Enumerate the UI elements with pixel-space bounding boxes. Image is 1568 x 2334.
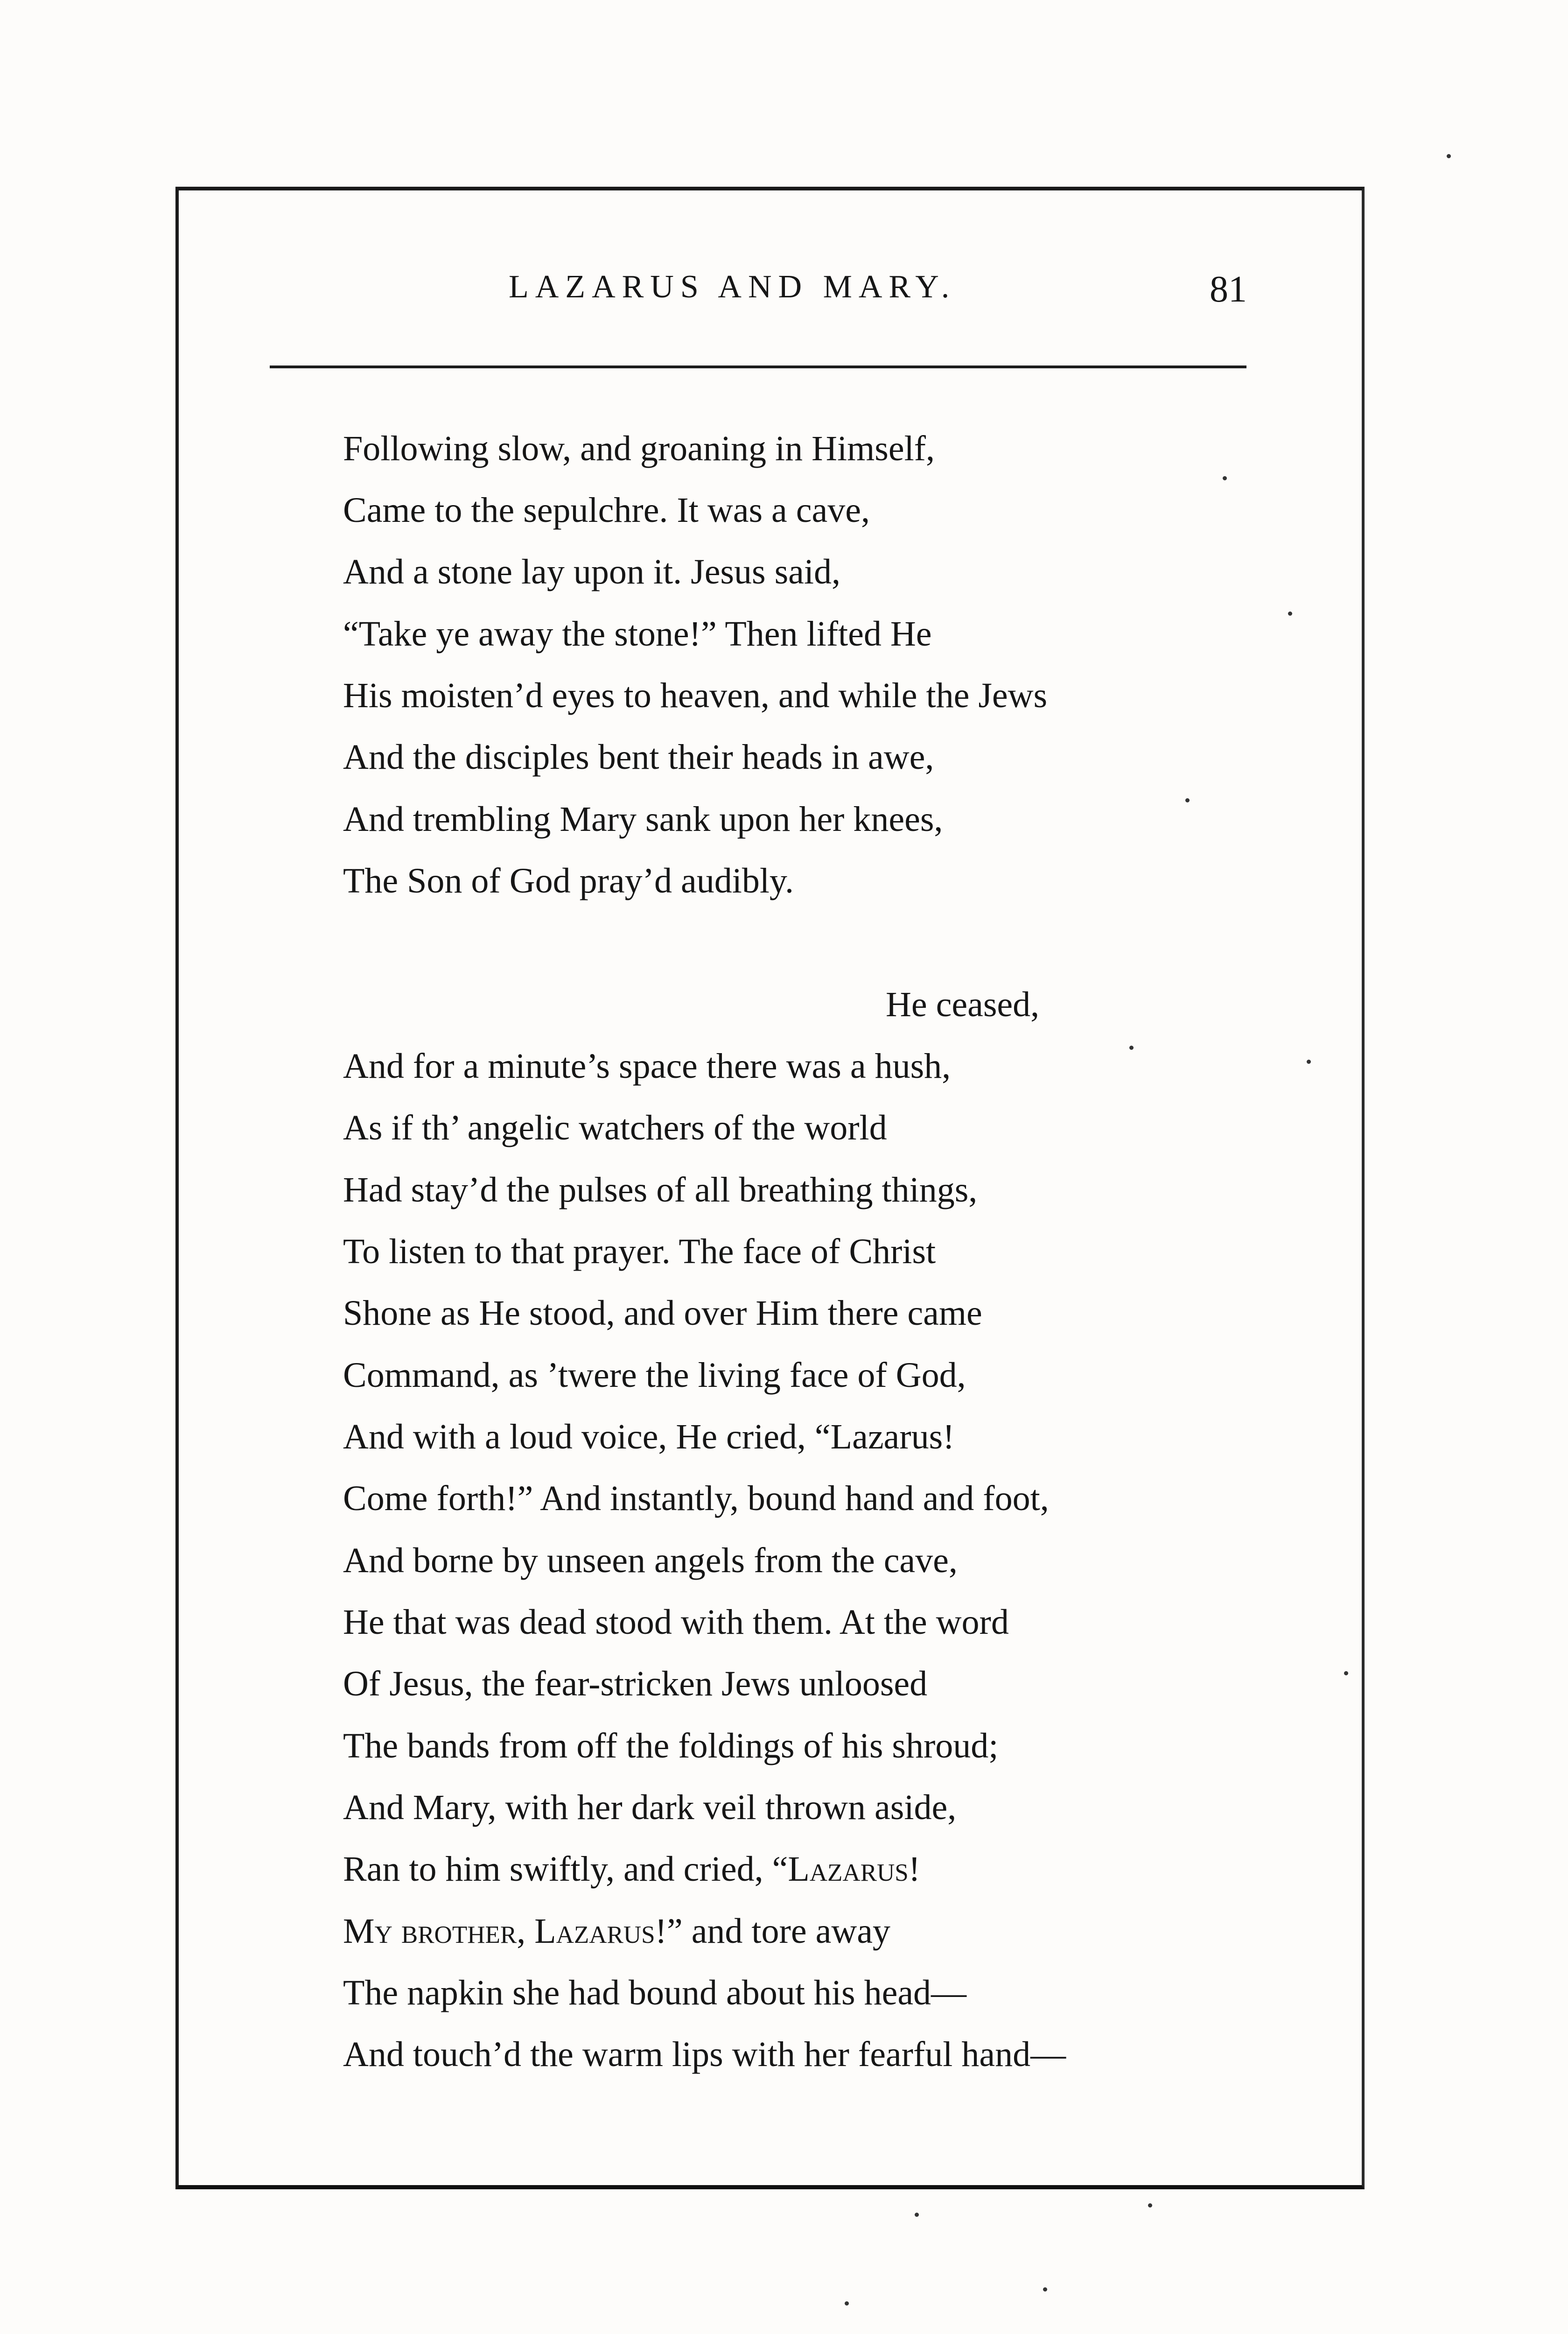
poem-line: And the disciples bent their heads in awe,: [343, 738, 934, 777]
my-brother-smallcaps: My brother, Lazarus: [343, 1912, 655, 1951]
speck: [1148, 2203, 1152, 2207]
poem-line: The napkin she had bound about his head—: [343, 1973, 967, 2012]
speck: [1043, 2287, 1047, 2292]
poem-line: Came to the sepulchre. It was a cave,: [343, 491, 870, 530]
poem-line: He that was dead stood with them. At the word: [343, 1603, 1009, 1642]
poem-line: And for a minute’s space there was a hush,: [343, 1047, 951, 1086]
speck: [1447, 154, 1451, 158]
poem-line: Command, as ’twere the living face of God,: [343, 1356, 966, 1395]
poem-line-text: !: [908, 1849, 921, 1889]
speck: [1185, 798, 1190, 802]
poem-line: [343, 1913, 890, 1949]
poem-line: And touch’d the warm lips with her fearful hand—: [343, 2035, 1066, 2074]
poem-line: And Mary, with her dark veil thrown aside,: [343, 1788, 957, 1827]
speck: [1288, 612, 1292, 616]
poem-line: And trembling Mary sank upon her knees,: [343, 800, 943, 839]
poem-line: “Take ye away the stone!” Then lifted He: [343, 614, 932, 654]
header-rule: [270, 366, 1246, 368]
poem-line: And a stone lay upon it. Jesus said,: [343, 552, 841, 591]
speck: [915, 2213, 919, 2217]
speck: [845, 2301, 849, 2306]
poem-line: Come forth!” And instantly, bound hand and foot,: [343, 1479, 1049, 1518]
poem-line: The Son of God pray’d audibly.: [343, 861, 794, 900]
poem-line: His moisten’d eyes to heaven, and while the Jews: [343, 676, 1048, 715]
poem-line: And borne by unseen angels from the cave,: [343, 1541, 958, 1580]
page-number: 81: [1210, 269, 1247, 310]
poem-line: And with a loud voice, He cried, “Lazarus!: [343, 1417, 955, 1456]
lazarus-smallcaps: Lazarus: [788, 1849, 909, 1889]
poem-line: Had stay’d the pulses of all breathing things,: [343, 1170, 978, 1209]
poem-line: He ceased,: [886, 985, 1040, 1024]
poem-line: Following slow, and groaning in Himself,: [343, 429, 935, 468]
poem-line: Of Jesus, the fear-stricken Jews unloosed: [343, 1664, 928, 1703]
speck: [1344, 1671, 1348, 1675]
poem-line-text: !” and tore away: [655, 1912, 890, 1951]
poem-line: To listen to that prayer. The face of Christ: [343, 1232, 936, 1271]
poem-line-text: Ran to him swiftly, and cried, “: [343, 1849, 788, 1889]
speck: [1307, 1060, 1311, 1064]
speck: [1129, 1046, 1134, 1050]
poem-line: The bands from off the foldings of his shroud;: [343, 1726, 999, 1765]
poem-line: Shone as He stood, and over Him there came: [343, 1294, 982, 1333]
running-title: LAZARUS AND MARY.: [509, 269, 956, 305]
speck: [1223, 476, 1227, 480]
poem-line: As if th’ angelic watchers of the world: [343, 1108, 887, 1147]
poem-line: [343, 1851, 920, 1887]
